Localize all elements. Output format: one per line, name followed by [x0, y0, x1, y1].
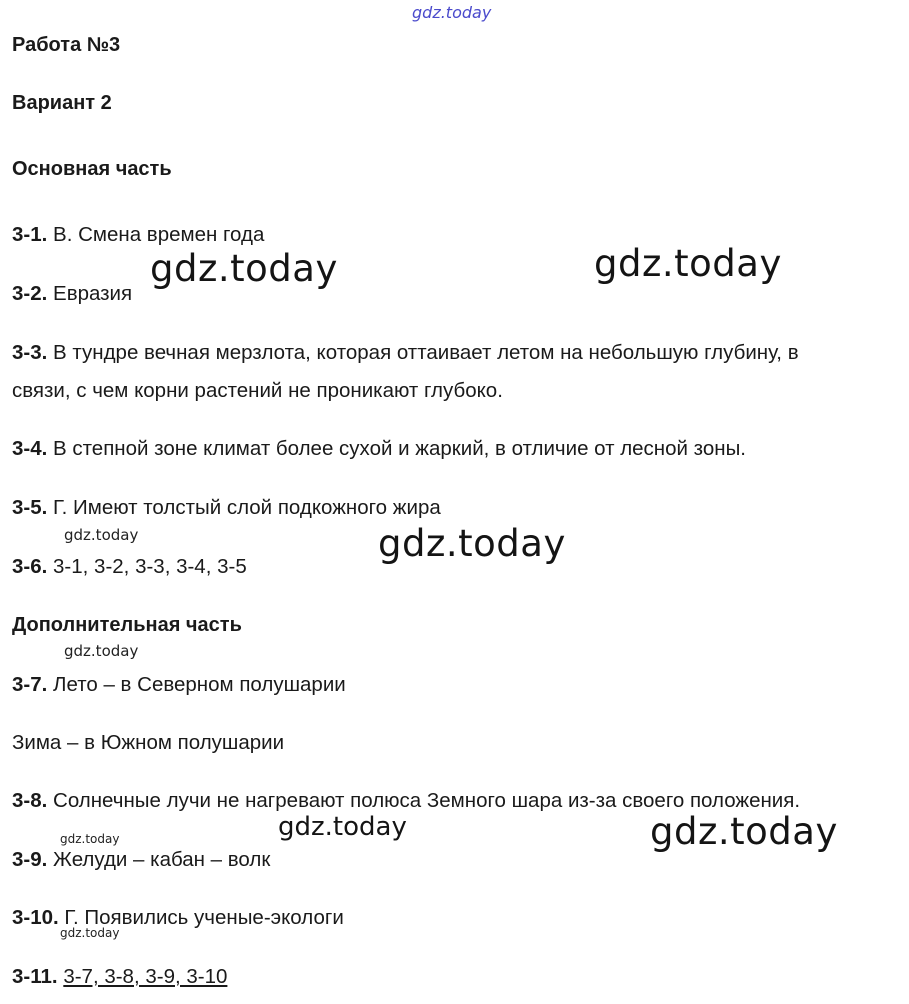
- answer-text: 3-7, 3-8, 3-9, 3-10: [63, 965, 228, 988]
- answer-text: Г. Имеют толстый слой подкожного жира: [47, 496, 441, 519]
- answer-number: 3-7.: [12, 673, 48, 696]
- watermark: gdz.today: [150, 247, 338, 290]
- answer-number: 3-10.: [12, 906, 59, 929]
- answer-number: 3-11.: [12, 965, 58, 988]
- answer-text: Евразия: [47, 282, 133, 305]
- section-main-heading: Основная часть: [12, 158, 172, 180]
- watermark: gdz.today: [64, 526, 139, 544]
- page-title: Работа №3: [12, 34, 121, 56]
- answer-3-3: [12, 341, 799, 365]
- answer-3-6: [12, 555, 247, 579]
- watermark: gdz.today: [378, 522, 566, 565]
- answer-3-11: [12, 965, 227, 989]
- answer-3-3-continued: связи, с чем корни растений не проникают глубоко.: [12, 379, 503, 402]
- answer-text: Г. Появились ученые-экологи: [58, 906, 344, 929]
- answer-3-8: [12, 789, 800, 813]
- answer-text: В. Смена времен года: [47, 223, 265, 246]
- watermark: gdz.today: [594, 242, 782, 285]
- answer-text: Лето – в Северном полушарии: [47, 673, 346, 696]
- answer-text: В степной зоне климат более сухой и жаркий, в отличие от лесной зоны.: [47, 437, 746, 460]
- answer-text: В тундре вечная мерзлота, которая оттаивает летом на небольшую глубину, в: [47, 341, 799, 364]
- answer-number: 3-9.: [12, 848, 48, 871]
- answer-text: Желуди – кабан – волк: [47, 848, 271, 871]
- section-extra-heading: Дополнительная часть: [12, 614, 242, 636]
- answer-3-9: [12, 848, 270, 872]
- watermark: gdz.today: [278, 812, 407, 842]
- answer-3-1: [12, 223, 264, 247]
- answer-number: 3-3.: [12, 341, 48, 364]
- watermark: gdz.today: [64, 642, 139, 660]
- answer-3-7-continued: Зима – в Южном полушарии: [12, 731, 285, 754]
- answer-3-4: [12, 437, 746, 461]
- answer-3-7: [12, 673, 346, 697]
- watermark: gdz.today: [650, 810, 838, 853]
- answer-3-2: [12, 282, 132, 306]
- answer-number: 3-5.: [12, 496, 48, 519]
- watermark-top: gdz.today: [412, 3, 492, 22]
- watermark: gdz.today: [60, 926, 120, 940]
- answer-text: Солнечные лучи не нагревают полюса Земного шара из-за своего положения.: [47, 789, 801, 812]
- answer-text: 3-1, 3-2, 3-3, 3-4, 3-5: [47, 555, 247, 578]
- answer-3-10: [12, 906, 344, 930]
- answer-3-5: [12, 496, 441, 520]
- watermark: gdz.today: [60, 832, 120, 846]
- answer-number: 3-1.: [12, 223, 48, 246]
- variant-heading: Вариант 2: [12, 92, 112, 114]
- answer-number: 3-6.: [12, 555, 48, 578]
- answer-number: 3-8.: [12, 789, 48, 812]
- answer-number: 3-4.: [12, 437, 48, 460]
- answer-number: 3-2.: [12, 282, 48, 305]
